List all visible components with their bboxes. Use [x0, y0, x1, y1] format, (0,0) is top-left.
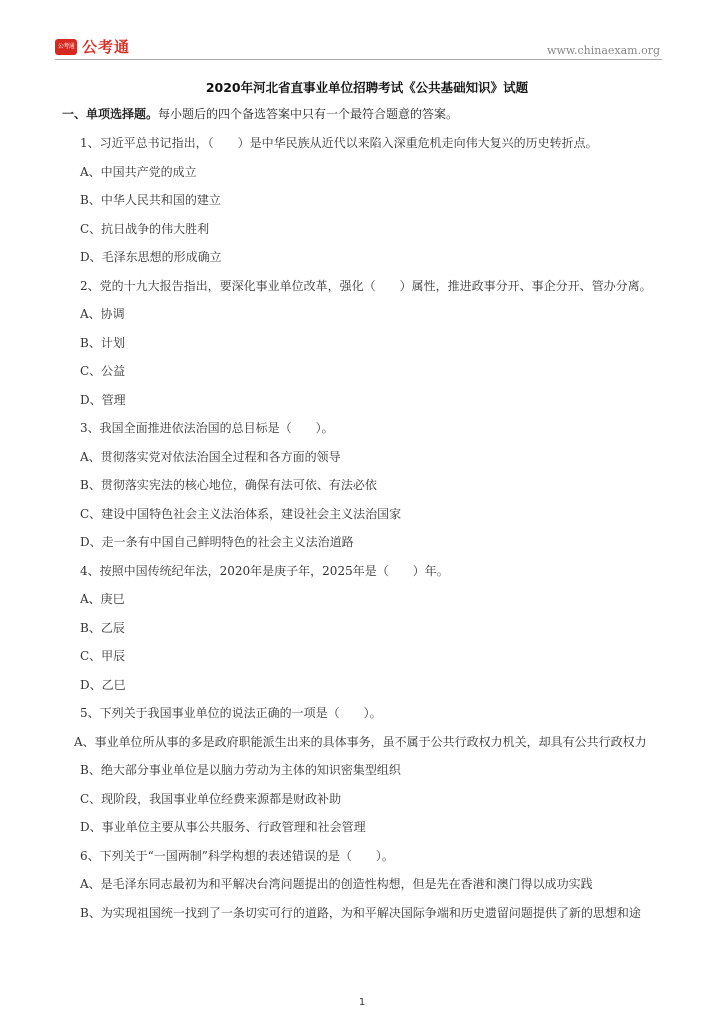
logo-text: 公考通 [82, 38, 131, 56]
logo-badge: 公考通 [55, 39, 77, 55]
question-option: B、乙辰 [80, 620, 125, 635]
section-heading-row [62, 99, 672, 129]
question-stem: 6、下列关于“一国两制”科学构想的表述错误的是（ ）。 [80, 848, 394, 863]
header-divider [55, 59, 662, 60]
page-number: 1 [358, 997, 366, 1008]
logo[interactable] [55, 36, 130, 57]
question-stem: 1、习近平总书记指出，（ ）是中华民族从近代以来陷入深重危机走向伟大复兴的历史转折点。 [80, 136, 598, 150]
question-option: B、贯彻落实宪法的核心地位，确保有法可依、有法必依 [80, 478, 377, 492]
document-title: 2020年河北省直事业单位招聘考试《公共基础知识》试题 [205, 80, 529, 95]
question-stem: 3、我国全面推进依法治国的总目标是（ ）。 [80, 421, 334, 435]
question-option: B、为实现祖国统一找到了一条切实可行的道路，为和平解决国际争端和历史遗留问题提供了新的思想和途 [80, 905, 641, 920]
question-option: D、管理 [80, 392, 126, 407]
question-stem: 2、党的十九大报告指出，要深化事业单位改革，强化（ ）属性，推进政事分开、事企分开、管办分离。 [80, 278, 652, 293]
question-option: A、贯彻落实党对依法治国全过程和各方面的领导 [80, 449, 341, 464]
question-option: B、中华人民共和国的建立 [80, 193, 221, 207]
question-stem: 4、按照中国传统纪年法，2020年是庚子年，2025年是（ ）年。 [80, 563, 449, 578]
question-option: A、协调 [80, 307, 125, 321]
question-option: D、毛泽东思想的形成确立 [80, 250, 222, 264]
question-option: C、现阶段，我国事业单位经费来源都是财政补助 [80, 791, 342, 806]
question-option: A、庚巳 [80, 592, 125, 606]
question-option: D、乙巳 [80, 677, 126, 692]
question-option: D、走一条有中国自己鲜明特色的社会主义法治道路 [80, 535, 354, 549]
section-heading: 一、单项选择题。 [62, 107, 159, 121]
site-url[interactable]: www.chinaexam.org [547, 44, 660, 57]
question-option: C、抗日战争的伟大胜利 [80, 221, 210, 236]
question-option: A、事业单位所从事的多是政府职能派生出来的具体事务，虽不属于公共行政权力机关，却具有公共行政权力 [74, 734, 647, 749]
question-stem: 5、下列关于我国事业单位的说法正确的一项是（ ）。 [80, 706, 382, 720]
question-option: D、事业单位主要从事公共服务、行政管理和社会管理 [80, 820, 366, 834]
question-option: C、建设中国特色社会主义法治体系，建设社会主义法治国家 [80, 506, 402, 521]
question-option: B、绝大部分事业单位是以脑力劳动为主体的知识密集型组织 [80, 763, 401, 777]
document-body [62, 77, 672, 927]
question-option: A、是毛泽东同志最初为和平解决台湾问题提出的创造性构想，但是先在香港和澳门得以成功实践 [80, 877, 593, 891]
question-option: C、公益 [80, 364, 126, 378]
question-option: B、计划 [80, 335, 125, 350]
page-header [0, 0, 724, 62]
section-instruction: 每小题后的四个备选答案中只有一个最符合题意的答案。 [158, 107, 459, 121]
question-option: A、中国共产党的成立 [80, 164, 197, 179]
question-option: C、甲辰 [80, 649, 126, 663]
